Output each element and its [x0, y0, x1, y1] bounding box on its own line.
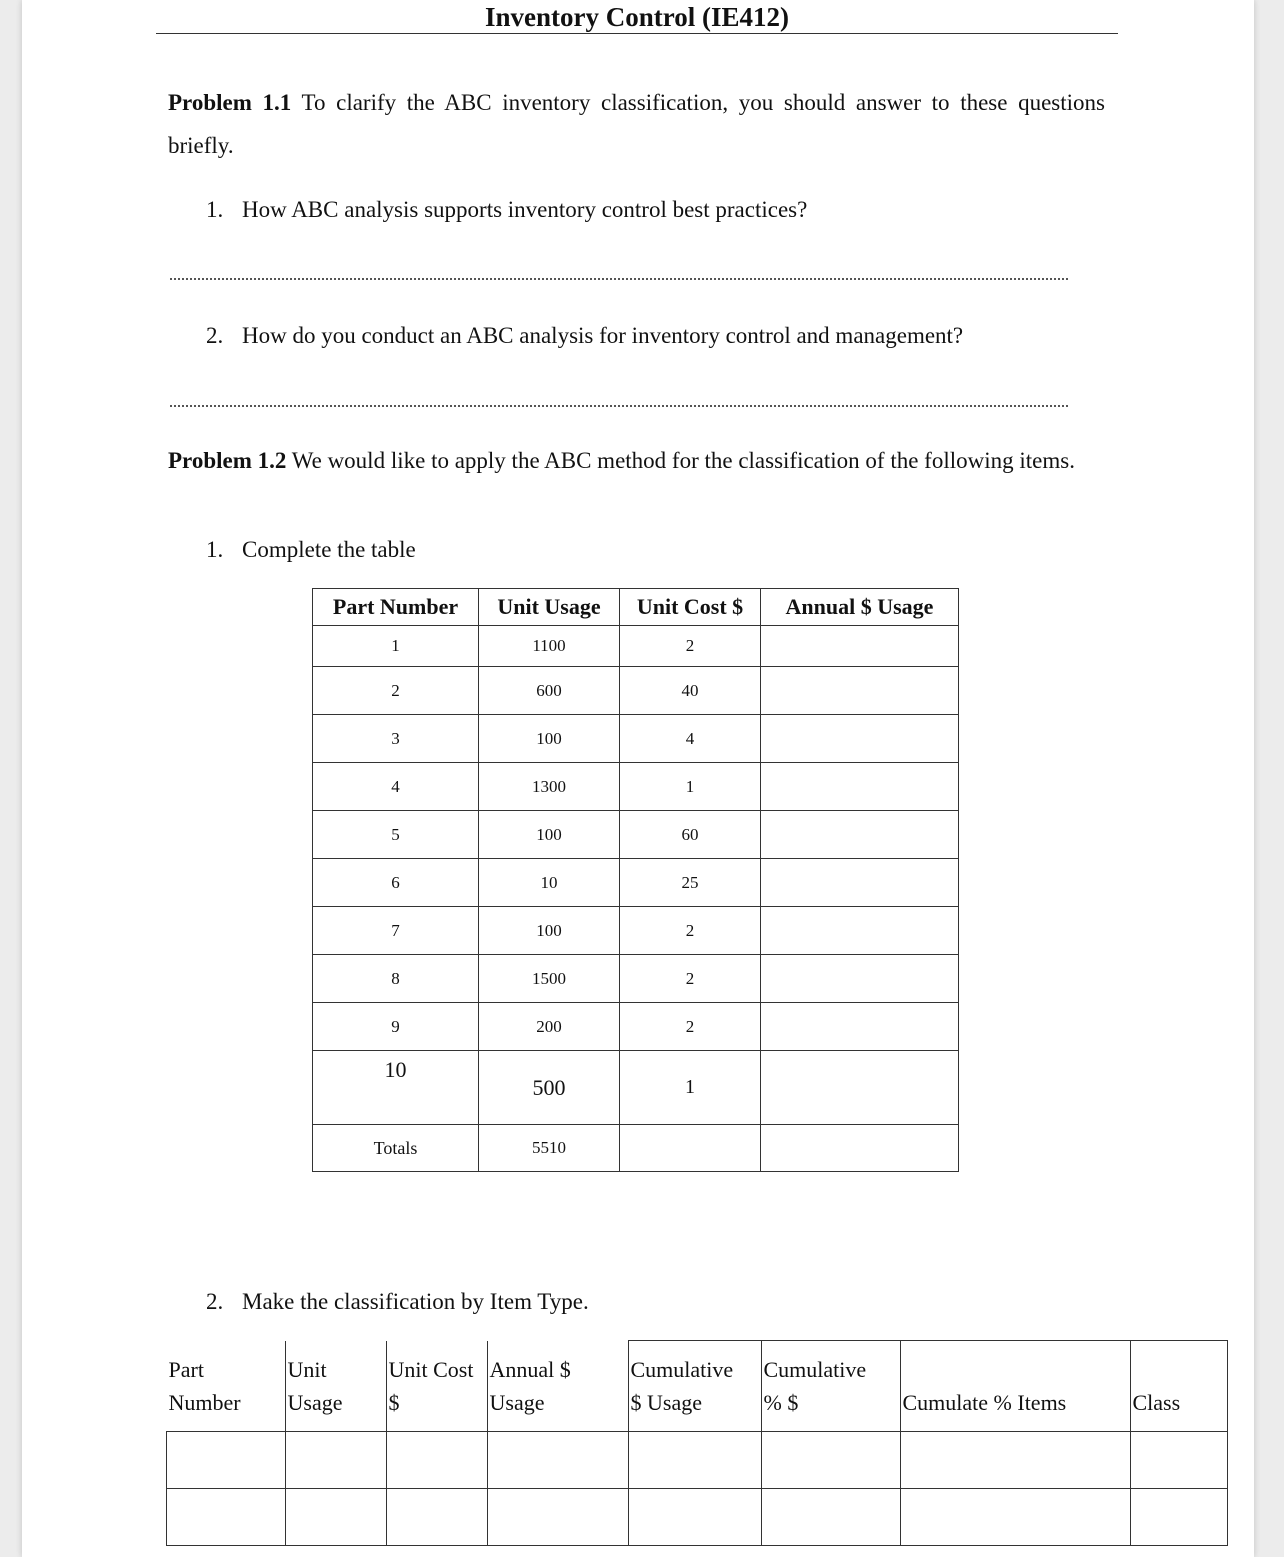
table-row — [313, 859, 959, 907]
question-1-number: 1. — [206, 197, 224, 222]
unit-cost-cell: 1 — [620, 763, 761, 811]
unit-cost-cell: 2 — [620, 907, 761, 955]
step-2-number: 2. — [206, 1289, 224, 1314]
unit-cost-cell: 2 — [620, 626, 761, 667]
unit-usage-cell: 100 — [479, 811, 620, 859]
empty-cell[interactable] — [487, 1489, 628, 1546]
header-cumulate-percent-items: Cumulate % Items — [900, 1341, 1130, 1432]
empty-cell[interactable] — [167, 1489, 286, 1546]
unit-cost-cell: 2 — [620, 1003, 761, 1051]
unit-usage-cell: 1100 — [479, 626, 620, 667]
problem-1-2-text: We would like to apply the ABC method for the classification of the following items. — [291, 448, 1075, 473]
header-unit-usage: Unit Usage — [285, 1341, 386, 1432]
header-unit-cost: Unit Cost $ — [620, 589, 761, 626]
part-number-cell: 10 — [313, 1051, 479, 1125]
empty-cell[interactable] — [386, 1489, 487, 1546]
classification-table — [166, 1340, 1228, 1546]
totals-unit-cost[interactable] — [620, 1125, 761, 1172]
question-2-number: 2. — [206, 323, 224, 348]
part-number-cell: 6 — [313, 859, 479, 907]
problem-1-2-label: Problem 1.2 — [168, 448, 287, 473]
classification-header-row — [167, 1341, 1228, 1432]
annual-usage-cell[interactable] — [761, 763, 959, 811]
part-number-cell: 3 — [313, 715, 479, 763]
header-class: Class — [1130, 1341, 1228, 1432]
title-underline — [156, 33, 1118, 34]
table-row — [313, 1051, 959, 1125]
table-row — [167, 1489, 1228, 1546]
empty-cell[interactable] — [285, 1489, 386, 1546]
step-2-text: Make the classification by Item Type. — [242, 1289, 589, 1314]
step-1-text: Complete the table — [242, 537, 416, 562]
unit-usage-cell: 10 — [479, 859, 620, 907]
unit-usage-cell: 200 — [479, 1003, 620, 1051]
header-cumulative-percent: Cumulative % $ — [761, 1341, 900, 1432]
unit-usage-cell: 100 — [479, 715, 620, 763]
items-table — [312, 588, 959, 1172]
part-number-cell: 4 — [313, 763, 479, 811]
document-title: Inventory Control (IE412) — [484, 2, 789, 32]
step-2 — [206, 1287, 589, 1317]
empty-cell[interactable] — [167, 1432, 286, 1489]
problem-1-1-text: To clarify the ABC inventory classification, you should answer to these questions briefly. — [168, 90, 1105, 158]
problem-1-1-intro — [168, 81, 1105, 167]
step-1 — [206, 535, 416, 565]
header-cumulative-usage: Cumulative $ Usage — [628, 1341, 761, 1432]
header-part-number: Part Number — [313, 589, 479, 626]
empty-cell[interactable] — [487, 1432, 628, 1489]
question-1 — [206, 195, 807, 225]
totals-label: Totals — [313, 1125, 479, 1172]
empty-cell[interactable] — [285, 1432, 386, 1489]
question-1-text: How ABC analysis supports inventory control best practices? — [242, 197, 808, 222]
part-number-cell: 2 — [313, 667, 479, 715]
header-unit-usage: Unit Usage — [479, 589, 620, 626]
annual-usage-cell[interactable] — [761, 626, 959, 667]
annual-usage-cell[interactable] — [761, 1051, 959, 1125]
unit-usage-cell: 100 — [479, 907, 620, 955]
unit-cost-cell: 1 — [620, 1051, 761, 1125]
totals-row — [313, 1125, 959, 1172]
table-row — [313, 1003, 959, 1051]
annual-usage-cell[interactable] — [761, 667, 959, 715]
table-row — [313, 907, 959, 955]
header-annual-usage: Annual $ Usage — [487, 1341, 628, 1432]
unit-usage-cell: 1500 — [479, 955, 620, 1003]
part-number-cell: 7 — [313, 907, 479, 955]
part-number-cell: 8 — [313, 955, 479, 1003]
empty-cell[interactable] — [628, 1432, 761, 1489]
empty-cell[interactable] — [761, 1489, 900, 1546]
answer-line-2[interactable] — [170, 405, 1068, 407]
table-row — [313, 955, 959, 1003]
items-table-header-row — [313, 589, 959, 626]
totals-unit-usage: 5510 — [479, 1125, 620, 1172]
unit-usage-cell: 600 — [479, 667, 620, 715]
annual-usage-cell[interactable] — [761, 859, 959, 907]
problem-1-2-intro — [168, 444, 1105, 478]
annual-usage-cell[interactable] — [761, 811, 959, 859]
table-row — [313, 763, 959, 811]
part-number-cell: 1 — [313, 626, 479, 667]
question-2 — [206, 321, 963, 351]
table-row — [313, 667, 959, 715]
empty-cell[interactable] — [900, 1489, 1130, 1546]
unit-cost-cell: 4 — [620, 715, 761, 763]
totals-annual-usage[interactable] — [761, 1125, 959, 1172]
header-unit-cost: Unit Cost $ — [386, 1341, 487, 1432]
empty-cell[interactable] — [1130, 1489, 1228, 1546]
answer-line-1[interactable] — [170, 278, 1068, 280]
empty-cell[interactable] — [1130, 1432, 1228, 1489]
empty-cell[interactable] — [386, 1432, 487, 1489]
annual-usage-cell[interactable] — [761, 715, 959, 763]
unit-cost-cell: 2 — [620, 955, 761, 1003]
empty-cell[interactable] — [761, 1432, 900, 1489]
table-row — [313, 715, 959, 763]
step-1-number: 1. — [206, 537, 224, 562]
unit-cost-cell: 25 — [620, 859, 761, 907]
unit-cost-cell: 40 — [620, 667, 761, 715]
annual-usage-cell[interactable] — [761, 955, 959, 1003]
empty-cell[interactable] — [628, 1489, 761, 1546]
annual-usage-cell[interactable] — [761, 907, 959, 955]
part-number-cell: 5 — [313, 811, 479, 859]
table-row — [167, 1432, 1228, 1489]
header-annual-usage: Annual $ Usage — [761, 589, 959, 626]
question-2-text: How do you conduct an ABC analysis for inventory control and management? — [242, 323, 964, 348]
unit-usage-cell: 500 — [479, 1051, 620, 1125]
annual-usage-cell[interactable] — [761, 1003, 959, 1051]
unit-cost-cell: 60 — [620, 811, 761, 859]
header-part-number: Part Number — [167, 1341, 286, 1432]
empty-cell[interactable] — [900, 1432, 1130, 1489]
table-row — [313, 811, 959, 859]
part-number-cell: 9 — [313, 1003, 479, 1051]
unit-usage-cell: 1300 — [479, 763, 620, 811]
table-row — [313, 626, 959, 667]
problem-1-1-label: Problem 1.1 — [168, 90, 292, 115]
